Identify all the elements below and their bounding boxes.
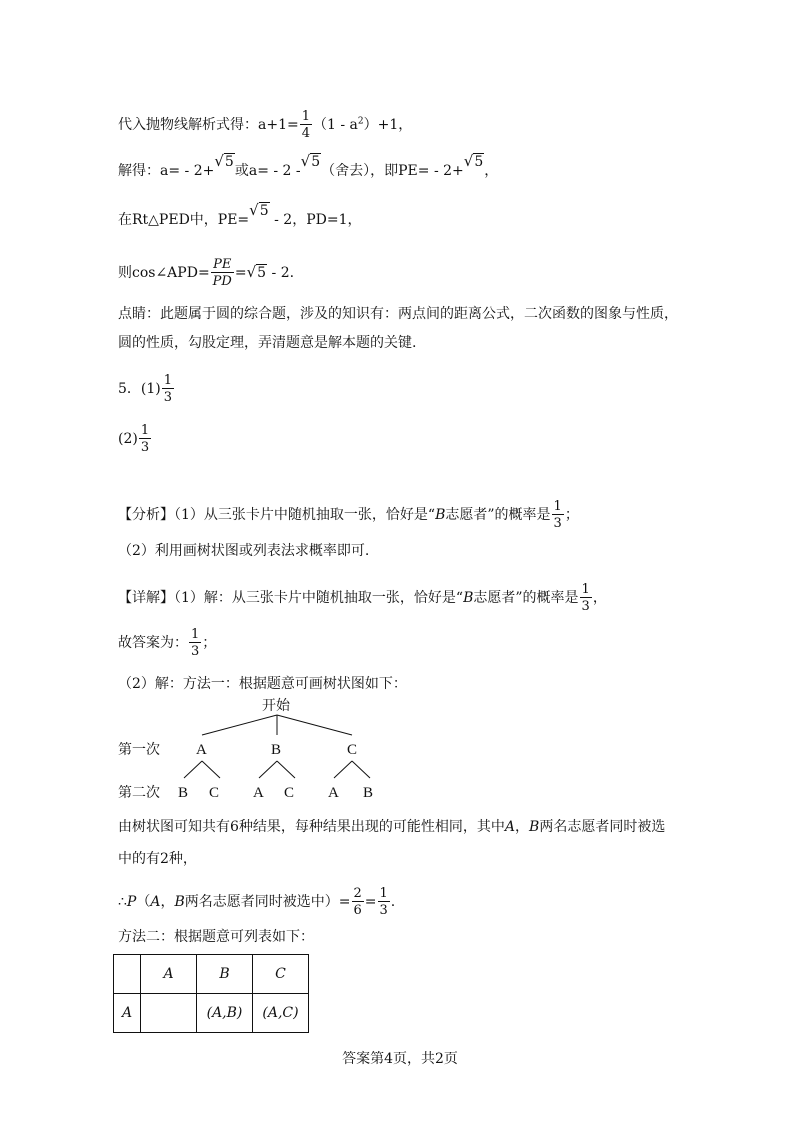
text: 则cos∠APD=: [118, 265, 210, 281]
denominator: 3: [553, 516, 562, 531]
text: .: [390, 894, 396, 910]
denominator: 3: [581, 599, 590, 614]
answer-5-2: [118, 424, 152, 454]
sqrt-expression: √5: [214, 152, 234, 170]
denominator: 3: [163, 390, 173, 405]
method-two-line: 方法二：根据题意可列表如下：: [118, 929, 314, 945]
variable: A: [504, 819, 516, 835]
sqrt-expression: √5: [246, 263, 267, 281]
tree-node-second: C: [209, 785, 220, 801]
variable: A: [150, 894, 161, 910]
variable: B: [463, 590, 474, 606]
numerator: 2: [353, 886, 362, 901]
line-triangle: [118, 201, 362, 230]
fraction: [352, 887, 364, 917]
numerator: PE: [213, 257, 232, 272]
radicand: 5: [257, 265, 267, 281]
result-line-2: 中的有2种，: [118, 851, 197, 867]
text: ，: [160, 894, 175, 910]
analysis-line-1: [118, 500, 579, 530]
sqrt-expression: √5: [300, 152, 321, 170]
fraction: [139, 424, 151, 454]
tree-edge: [202, 761, 220, 778]
fraction: [300, 110, 312, 140]
text: （1 - a: [313, 117, 358, 133]
text: 或a= - 2 -: [234, 163, 301, 179]
sub-number: (2): [118, 431, 138, 447]
text: ；: [202, 635, 217, 651]
sqrt-expression: √5: [463, 152, 484, 170]
table-cell: B: [197, 955, 253, 994]
tree-node-first: C: [347, 742, 358, 758]
fraction: [378, 887, 390, 917]
comment-line-2: 圆的性质，勾股定理，弄清题意是解本题的关键.: [118, 335, 417, 351]
variable: B: [435, 507, 446, 523]
text: 志愿者”的概率是: [445, 507, 551, 523]
sqrt-expression: √5: [249, 201, 269, 219]
equals: =: [234, 265, 247, 281]
denominator: 3: [379, 903, 388, 918]
table-cell: A: [141, 955, 197, 994]
variable: P: [126, 894, 137, 910]
equals: =: [364, 894, 377, 910]
text: 在Rt△PED中，PE=: [118, 212, 250, 228]
denominator: 3: [140, 440, 150, 455]
question-number: 5．(1): [118, 381, 161, 397]
denominator: PD: [212, 274, 232, 289]
numerator: 1: [301, 109, 310, 124]
outcome-table: [113, 954, 309, 1033]
text: - 2，PD=1，: [269, 212, 362, 228]
tree-edge: [259, 761, 277, 778]
tree-node-second: A: [328, 785, 339, 801]
tree-diagram: [118, 690, 418, 810]
equals: =: [338, 894, 351, 910]
radicand: 5: [224, 154, 234, 170]
tree-node-second: B: [363, 785, 374, 801]
text: - 2.: [267, 265, 295, 281]
tree-row-label-2: 第二次: [118, 785, 160, 801]
detail-answer: [118, 628, 216, 658]
analysis-line-2: （2）利用画树状图或列表法求概率即可.: [118, 543, 370, 559]
table-cell: (A,B): [197, 994, 253, 1033]
tree-edge: [277, 761, 295, 778]
radicand: 5: [474, 154, 484, 170]
text: ；: [564, 507, 579, 523]
detail-line-1: [118, 583, 607, 613]
line-substitute: [118, 110, 412, 140]
method-one-line: （2）解：方法一：根据题意可画树状图如下：: [118, 676, 407, 692]
table-cell: (A,C): [253, 994, 309, 1033]
text: 志愿者”的概率是: [473, 590, 579, 606]
radicand: 5: [311, 154, 321, 170]
text: 解得：a= - 2+: [118, 163, 215, 179]
table-cell: [114, 955, 141, 994]
exponent: 2: [357, 116, 364, 127]
text: 【详解】（1）解：从三张卡片中随机抽取一张，恰好是“: [118, 590, 464, 606]
table-cell: A: [114, 994, 141, 1033]
tree-edge: [334, 761, 352, 778]
table-cell: C: [253, 955, 309, 994]
text: 两名志愿者同时被选中）: [184, 894, 339, 910]
fraction: [162, 374, 174, 404]
variable: B: [529, 819, 540, 835]
text: 代入抛物线解析式得：a+1=: [118, 117, 299, 133]
text: 两名志愿者同时被选: [539, 819, 666, 835]
probability-line: [118, 887, 395, 917]
variable: B: [174, 894, 185, 910]
tree-node-second: A: [253, 785, 264, 801]
table-cell: [141, 994, 197, 1033]
fraction: [580, 583, 592, 613]
fraction: [189, 628, 201, 658]
therefore-symbol: ∴: [118, 894, 127, 910]
numerator: 1: [379, 886, 388, 901]
numerator: 1: [140, 423, 150, 438]
text: （: [136, 894, 151, 910]
text: ，: [592, 590, 607, 606]
tree-node-first: A: [196, 742, 207, 758]
result-line-1: [118, 817, 665, 837]
fraction: [211, 258, 234, 288]
tree-row-label-1: 第一次: [118, 742, 160, 758]
tree-node-first: B: [271, 742, 282, 758]
table-row: [114, 994, 309, 1033]
line-solve: [118, 152, 499, 181]
numerator: 1: [581, 582, 590, 597]
numerator: 1: [553, 499, 562, 514]
page-footer: 答案第4页，共2页: [342, 1051, 458, 1067]
tree-node-second: C: [284, 785, 295, 801]
text: （舍去），即PE= - 2+: [321, 163, 464, 179]
text: 【分析】（1）从三张卡片中随机抽取一张，恰好是“: [118, 507, 436, 523]
tree-edge: [277, 715, 352, 735]
numerator: 1: [163, 373, 173, 388]
tree-edge: [352, 761, 370, 778]
tree-root: 开始: [262, 698, 290, 714]
numerator: 1: [191, 627, 200, 642]
tree-edge: [202, 715, 277, 735]
text: ，: [515, 819, 530, 835]
denominator: 4: [301, 126, 310, 141]
fraction: [552, 500, 564, 530]
radicand: 5: [259, 203, 269, 219]
text: ）+1，: [363, 117, 413, 133]
text: ，: [484, 163, 499, 179]
tree-edge: [184, 761, 202, 778]
denominator: 3: [191, 644, 200, 659]
answer-5-1: [118, 374, 175, 404]
line-cosine: [118, 258, 294, 288]
denominator: 6: [353, 903, 362, 918]
text: 由树状图可知共有6种结果，每种结果出现的可能性相同，其中: [118, 819, 505, 835]
tree-node-second: B: [178, 785, 189, 801]
comment-line-1: 点睛：此题属于圆的综合题，涉及的知识有：两点间的距离公式，二次函数的图象与性质，: [118, 306, 678, 322]
text: 故答案为：: [118, 635, 188, 651]
table-header-row: [114, 955, 309, 994]
